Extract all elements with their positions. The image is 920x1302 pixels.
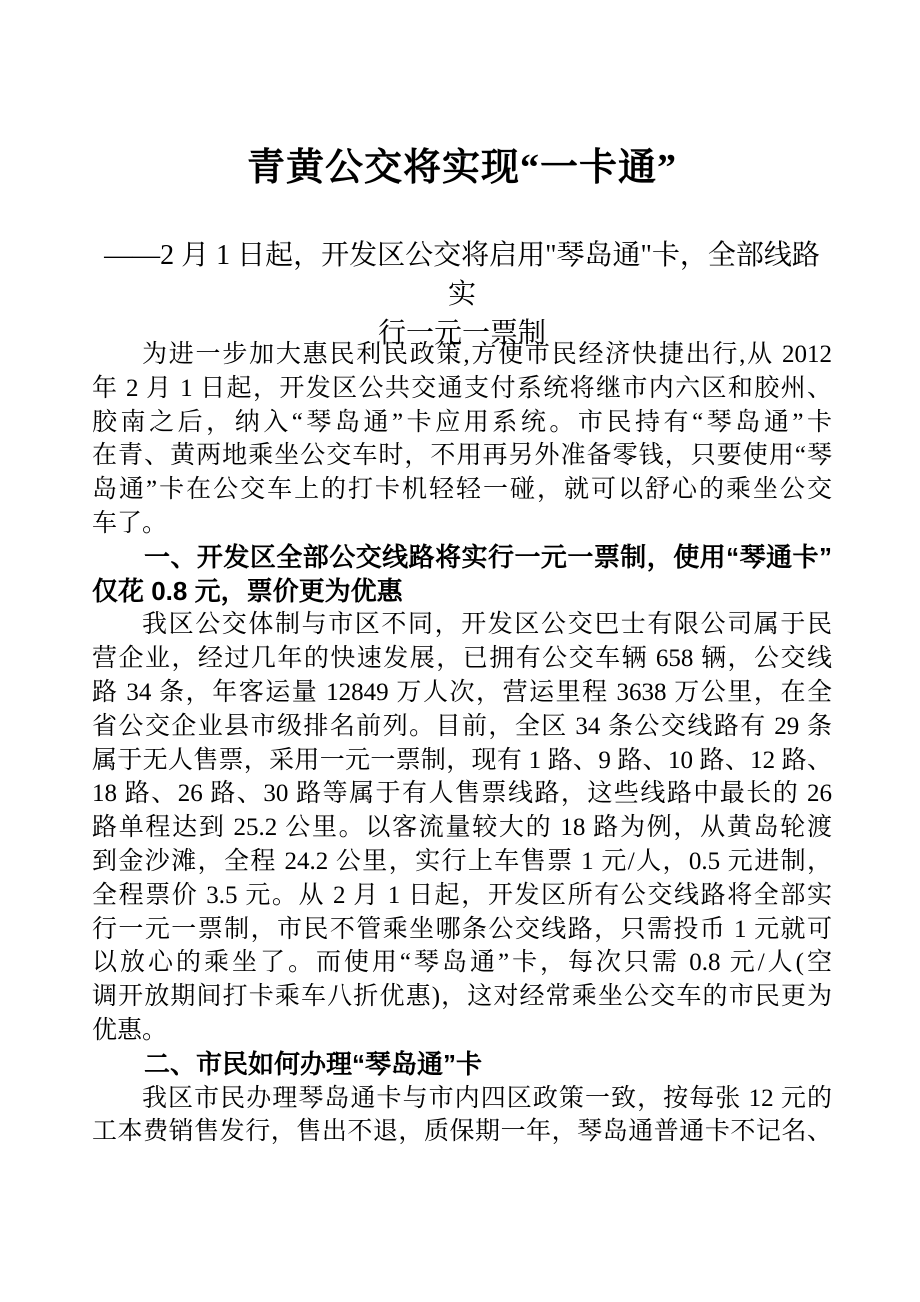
intro-paragraph-line: 胶南之后，纳入“琴岛通”卡应用系统。市民持有“琴岛通”卡 xyxy=(92,408,832,436)
section-1-paragraph-line: 路单程达到 25.2 公里。以客流量较大的 18 路为例，从黄岛轮渡 xyxy=(92,814,832,842)
subtitle-line: ——2 月 1 日起，开发区公交将启用"琴岛通"卡，全部线路实 xyxy=(104,240,820,310)
section-2-paragraph-line: 我区市民办理琴岛通卡与市内四区政策一致，按每张 12 元的 xyxy=(142,1084,832,1112)
section-1-heading xyxy=(92,541,832,609)
section-2-heading-line: 二、市民如何办理“琴岛通”卡 xyxy=(144,1048,483,1079)
document-body xyxy=(92,338,832,1149)
section-1-paragraph-line: 营企业，经过几年的快速发展，已拥有公交车辆 658 辆，公交线 xyxy=(92,645,832,673)
section-1-paragraph-line: 到金沙滩，全程 24.2 公里，实行上车售票 1 元/人，0.5 元进制， xyxy=(92,847,832,875)
intro-paragraph xyxy=(92,338,832,541)
section-2-paragraph-line: 工本费销售发行，售出不退，质保期一年，琴岛通普通卡不记名、 xyxy=(92,1118,832,1146)
section-1-heading-line: 一、开发区全部公交线路将实行一元一票制，使用“琴通卡” xyxy=(144,541,832,572)
section-1-paragraph-line: 以放心的乘坐了。而使用“琴岛通”卡，每次只需 0.8 元/人(空 xyxy=(92,949,832,977)
document-subtitle xyxy=(92,236,832,353)
section-1-paragraph-line: 18 路、26 路、30 路等属于有人售票线路，这些线路中最长的 26 xyxy=(92,780,832,808)
section-1-paragraph-line: 省公交企业县市级排名前列。目前，全区 34 条公交线路有 29 条 xyxy=(92,712,832,740)
section-1-paragraph-line: 我区公交体制与市区不同，开发区公交巴士有限公司属于民 xyxy=(142,611,832,639)
intro-paragraph-line: 车了。 xyxy=(92,509,168,537)
intro-paragraph-line: 岛通”卡在公交车上的打卡机轻轻一碰，就可以舒心的乘坐公交 xyxy=(92,476,832,504)
section-1-paragraph-line: 全程票价 3.5 元。从 2 月 1 日起，开发区所有公交线路将全部实 xyxy=(92,881,832,909)
section-1-paragraph-line: 路 34 条，年客运量 12849 万人次，营运里程 3638 万公里，在全 xyxy=(92,678,832,706)
section-1-paragraph-line: 优惠。 xyxy=(92,1016,168,1044)
section-1-paragraph xyxy=(92,608,832,1047)
section-1-paragraph-line: 行一元一票制，市民不管乘坐哪条公交线路，只需投币 1 元就可 xyxy=(92,915,832,943)
section-1-heading-line: 仅花 0.8 元，票价更为优惠 xyxy=(92,575,403,606)
section-1-paragraph-line: 调开放期间打卡乘车八折优惠)，这对经常乘坐公交车的市民更为 xyxy=(92,983,832,1011)
subtitle-line: 行一元一票制 xyxy=(377,318,546,349)
intro-paragraph-line: 在青、黄两地乘坐公交车时，不用再另外准备零钱，只要使用“琴 xyxy=(92,442,832,470)
section-2-paragraph xyxy=(92,1082,832,1150)
section-2-heading xyxy=(92,1048,832,1082)
intro-paragraph-line: 为进一步加大惠民利民政策,方便市民经济快捷出行,从 2012 xyxy=(142,341,832,368)
intro-paragraph-line: 年 2 月 1 日起，开发区公共交通支付系统将继市内六区和胶州、 xyxy=(92,374,832,402)
document-title: 青黄公交将实现“一卡通” xyxy=(246,147,677,189)
section-1-paragraph-line: 属于无人售票，采用一元一票制，现有 1 路、9 路、10 路、12 路、 xyxy=(92,746,832,774)
